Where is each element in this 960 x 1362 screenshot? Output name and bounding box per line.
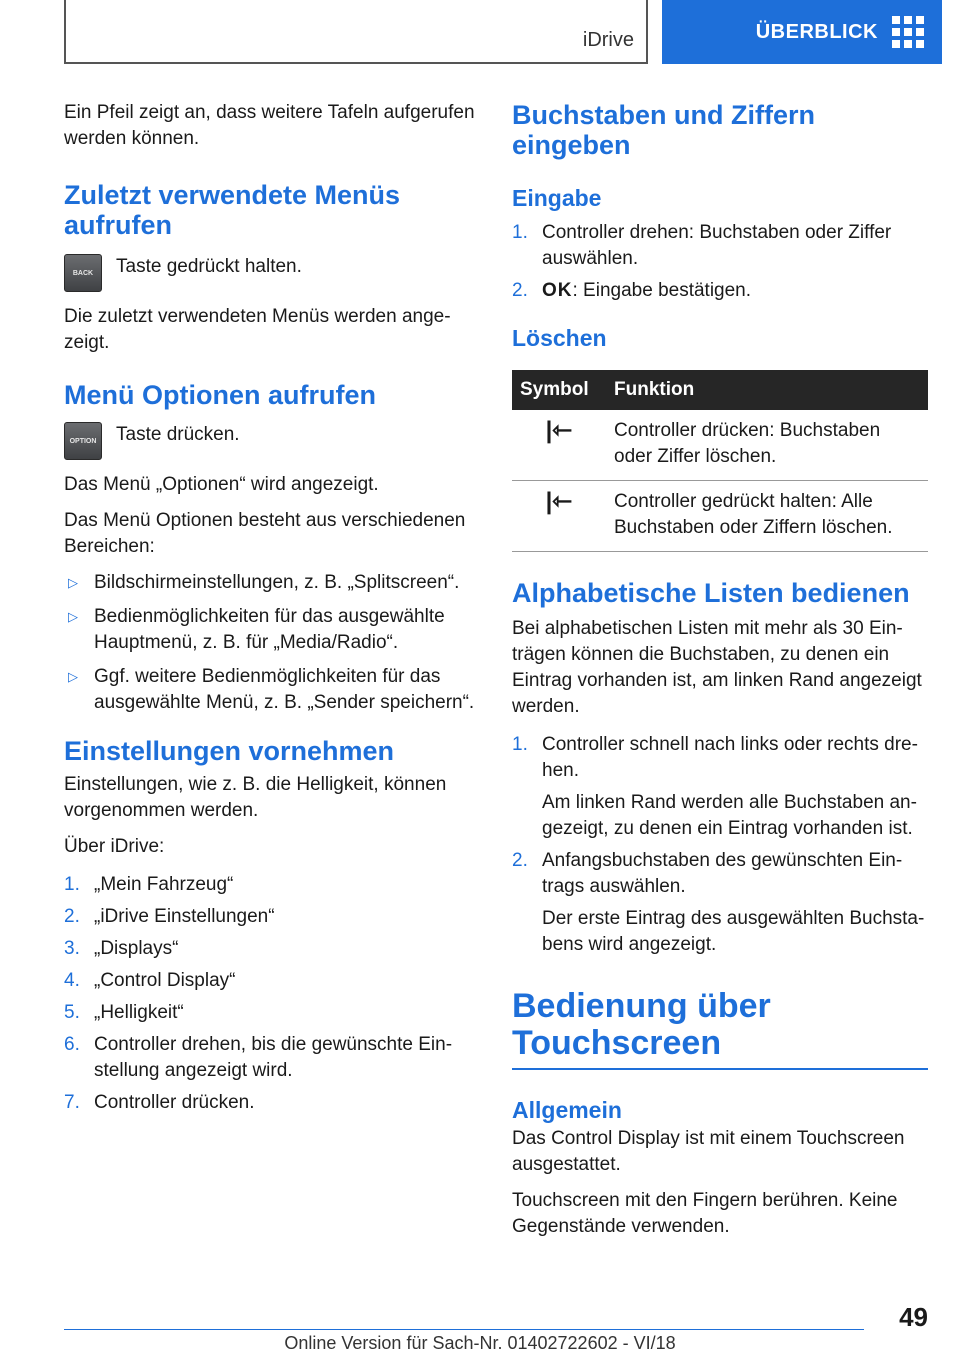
list-item: 4. „Control Display“ — [64, 970, 236, 991]
triangle-bullet-icon: ▷ — [68, 575, 78, 590]
input-heading: Buchstaben und Ziffern eingeben — [512, 100, 815, 160]
list-item: 2. OK: Eingabe bestätigen. — [512, 280, 752, 301]
settings-steps — [64, 872, 476, 1116]
left-column — [64, 100, 476, 1122]
back-key-text: Taste gedrückt halten. — [116, 256, 302, 277]
right-column — [512, 100, 928, 1240]
alpha-p1: Bei alphabetischen Listen mit mehr als 30 Ein-trägen können die Buchstaben, zu denen ein Eintrag vorhanden ist, am linken Rand angezeigt werden. — [512, 618, 922, 717]
section-label: iDrive — [582, 29, 634, 51]
alpha-steps — [512, 732, 928, 958]
page-number: 49 — [899, 1302, 928, 1332]
triangle-bullet-icon: ▷ — [68, 669, 78, 684]
table-header-function: Funktion — [606, 370, 928, 410]
options-list — [64, 570, 476, 716]
overview-tab-label: ÜBERBLICK — [755, 20, 878, 43]
options-heading: Menü Optionen aufrufen — [64, 380, 376, 410]
list-item: 1. „Mein Fahrzeug“ — [64, 874, 234, 895]
alpha-heading: Alphabetische Listen bedienen — [512, 578, 910, 608]
grid-icon — [892, 16, 924, 48]
table-cell-function: Controller gedrückt halten: Alle Buchstaben oder Ziffern löschen. — [606, 481, 928, 552]
list-item: 1. Controller drehen: Buchstaben oder Ziffer auswählen. — [512, 222, 892, 269]
option-key-row — [64, 422, 476, 460]
back-key-icon: BACK — [64, 254, 102, 292]
settings-p2: Über iDrive: — [64, 836, 165, 857]
table-header-symbol: Symbol — [512, 370, 606, 410]
backspace-arrow-icon: |⇽ — [512, 481, 606, 552]
table-cell-function: Controller drücken: Buchstaben oder Ziffer löschen. — [606, 410, 928, 481]
list-item: ▷ Bildschirmeinstellungen, z. B. „Splitscreen“. — [64, 570, 476, 596]
input-subheading: Eingabe — [512, 185, 602, 211]
recent-menus-desc: Die zuletzt verwendeten Menüs werden ange-zeigt. — [64, 306, 451, 353]
list-item: ▷ Ggf. weitere Bedienmöglichkeiten für das ausgewählte Menü, z. B. „Sender speichern“. — [68, 666, 475, 713]
recent-menus-heading: Zuletzt verwendete Menüs aufrufen — [64, 180, 401, 240]
footer-text: Online Version für Sach-Nr. 01402722602 - VI/18 — [284, 1333, 676, 1353]
general-subheading: Allgemein — [512, 1097, 622, 1123]
triangle-bullet-icon: ▷ — [68, 609, 78, 624]
list-item: 5. „Helligkeit“ — [64, 1002, 184, 1023]
header-section-box — [64, 0, 648, 64]
list-item: 7. Controller drücken. — [64, 1092, 255, 1113]
options-p2: Das Menü Optionen besteht aus verschiedenen Bereichen: — [64, 510, 466, 557]
backspace-arrow-icon: |⇽ — [512, 410, 606, 481]
footer-divider — [64, 1329, 864, 1330]
settings-p1: Einstellungen, wie z. B. die Helligkeit, können vorgenommen werden. — [64, 774, 447, 821]
list-item: 2. Anfangsbuchstaben des gewünschten Ein-trags auswählen. Der erste Eintrag des ausgewählten Buchsta-bens wird angezeigt. — [512, 850, 925, 955]
touch-p1: Das Control Display ist mit einem Touchscreen ausgestattet. — [512, 1128, 905, 1175]
touch-p2: Touchscreen mit den Fingern berühren. Keine Gegenstände verwenden. — [512, 1190, 898, 1237]
list-item: 1. Controller schnell nach links oder rechts dre-hen. Am linken Rand werden alle Buchstaben an-gezeigt, zu denen ein Eintrag vorhanden ist. — [512, 734, 918, 839]
table-row — [512, 481, 928, 552]
option-key-icon: OPTION — [64, 422, 102, 460]
overview-tab[interactable] — [662, 0, 942, 64]
list-item: ▷ Bedienmöglichkeiten für das ausgewählte Hauptmenü, z. B. für „Media/Radio“. — [68, 606, 445, 653]
ok-icon: OK — [542, 280, 573, 301]
options-p1: Das Menü „Optionen“ wird angezeigt. — [64, 474, 379, 495]
symbol-table — [512, 370, 928, 552]
option-key-text: Taste drücken. — [116, 424, 240, 445]
touchscreen-heading: Bedienung über Touchscreen — [512, 987, 771, 1062]
intro-text: Ein Pfeil zeigt an, dass weitere Tafeln aufgerufen werden können. — [64, 102, 475, 149]
input-steps — [512, 220, 928, 304]
list-item: 2. „iDrive Einstellungen“ — [64, 906, 275, 927]
table-row — [512, 410, 928, 481]
back-key-row — [64, 254, 476, 292]
settings-heading: Einstellungen vornehmen — [64, 736, 395, 766]
delete-subheading: Löschen — [512, 325, 607, 351]
list-item: 3. „Displays“ — [64, 938, 179, 959]
list-item: 6. Controller drehen, bis die gewünschte Ein-stellung angezeigt wird. — [64, 1034, 453, 1081]
heading-divider — [512, 1068, 928, 1070]
